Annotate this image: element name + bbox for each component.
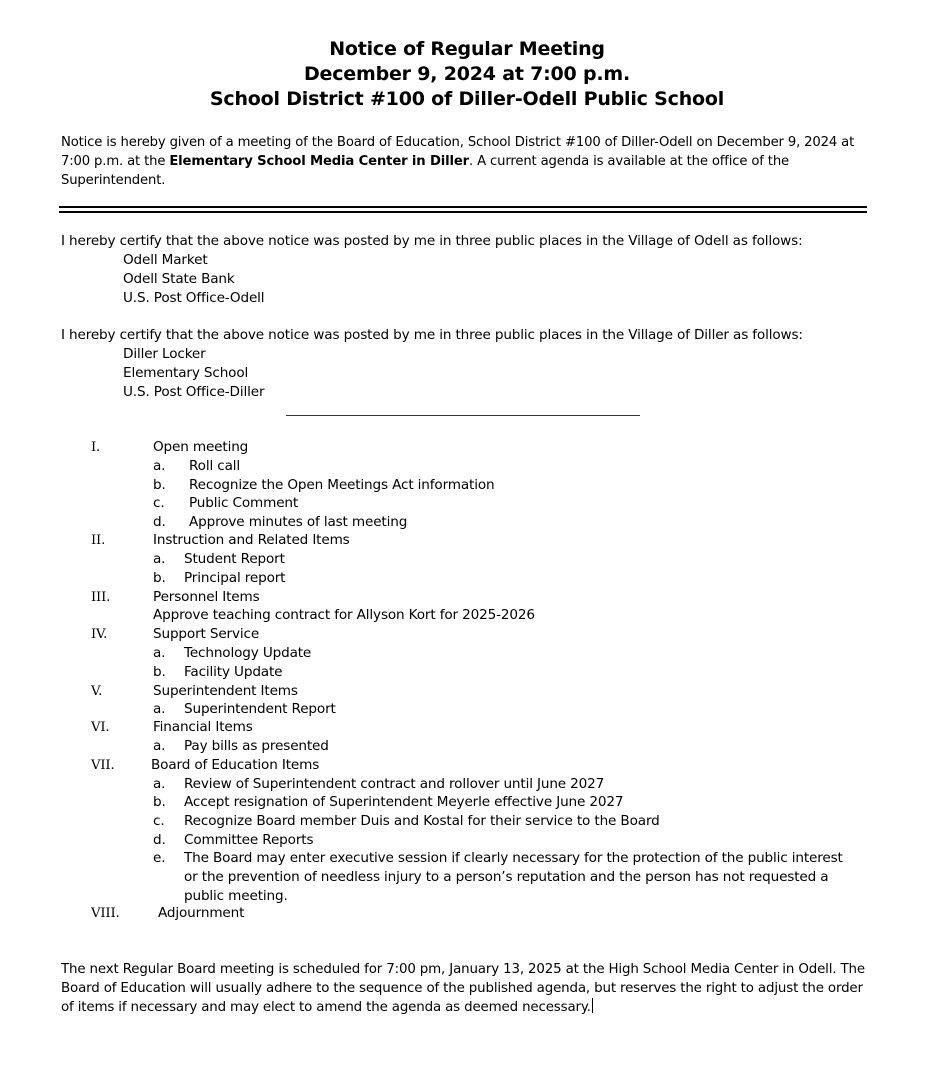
district-title: School District #100 of Diller-Odell Public School — [209, 88, 725, 110]
item-text: Public Comment — [189, 495, 299, 511]
meeting-date-title: December 9, 2024 at 7:00 p.m. — [303, 63, 631, 85]
section-numeral: IV. — [91, 627, 108, 642]
item-letter: b. — [153, 477, 166, 493]
item-letter: a. — [153, 776, 166, 792]
section-numeral: III. — [91, 590, 111, 605]
posting-place: Odell Market — [123, 252, 208, 268]
signature-line — [286, 415, 640, 416]
item-letter: d. — [153, 832, 166, 848]
notice-location: Elementary School Media Center in Diller — [169, 154, 470, 169]
section-title: Open meeting — [153, 439, 249, 455]
item-letter: b. — [153, 794, 166, 810]
section-title: Superintendent Items — [153, 683, 298, 699]
notice-text-before: Notice is hereby given of a meeting of the Board of Education, School District #100 of Diller-Odell on December 9, 2024 at 7:00 p.m. at the — [61, 135, 855, 169]
item-letter: d. — [153, 514, 166, 530]
item-letter: b. — [153, 664, 166, 680]
section-numeral: I. — [91, 440, 101, 455]
section-title: Adjournment — [158, 905, 245, 921]
item-text: Recognize the Open Meetings Act information — [189, 477, 495, 493]
notice-title: Notice of Regular Meeting — [329, 38, 605, 60]
section-note: Approve teaching contract for Allyson Kort for 2025-2026 — [153, 607, 535, 623]
item-text: Technology Update — [184, 645, 312, 661]
section-numeral: V. — [91, 684, 103, 699]
posting-place: Elementary School — [123, 365, 249, 381]
double-rule-top — [59, 206, 867, 208]
item-text: Superintendent Report — [184, 701, 336, 717]
posting-place: Diller Locker — [123, 346, 206, 362]
item-text: Committee Reports — [184, 832, 314, 848]
item-letter: a. — [153, 701, 166, 717]
text-cursor — [592, 998, 593, 1013]
notice-paragraph — [61, 133, 873, 190]
section-title: Support Service — [153, 626, 260, 642]
item-text: Roll call — [189, 458, 241, 474]
section-numeral: VI. — [91, 720, 110, 735]
item-text: Principal report — [184, 570, 286, 586]
next-meeting-text: The next Regular Board meeting is scheduled for 7:00 pm, January 13, 2025 at the High School Media Center in Odell. The Board of Education will usually adhere to the sequence of the published agenda, but reserves the right to adjust the order of items if necessary and may elect to amend the agenda as deemed necessary. — [61, 962, 865, 1015]
notice-text-after: . A current agenda is available at the office of the Superintendent. — [61, 154, 789, 188]
posting-place: U.S. Post Office-Odell — [123, 290, 265, 306]
item-letter: b. — [153, 570, 166, 586]
section-title: Instruction and Related Items — [153, 532, 350, 548]
item-letter: a. — [153, 551, 166, 567]
posting-place: U.S. Post Office-Diller — [123, 384, 265, 400]
item-text: Recognize Board member Duis and Kostal for their service to the Board — [184, 813, 660, 829]
item-letter: c. — [153, 495, 165, 511]
item-text: Pay bills as presented — [184, 738, 329, 754]
certification-statement: I hereby certify that the above notice was posted by me in three public places in the Village of Odell as follows: — [61, 233, 803, 249]
posting-place: Odell State Bank — [123, 271, 235, 287]
item-letter: c. — [153, 813, 165, 829]
item-text: The Board may enter executive session if clearly necessary for the protection of the public interest or the prevention of needless injury to a person’s reputation and the person has not requested a public meeting. — [184, 850, 843, 904]
section-title: Financial Items — [153, 719, 253, 735]
item-letter: a. — [153, 458, 166, 474]
section-title: Board of Education Items — [151, 757, 320, 773]
item-text: Student Report — [184, 551, 285, 567]
item-text: Approve minutes of last meeting — [189, 514, 408, 530]
section-title: Personnel Items — [153, 589, 260, 605]
certification-diller — [61, 326, 881, 402]
certification-statement: I hereby certify that the above notice was posted by me in three public places in the Village of Diller as follows: — [61, 327, 803, 343]
section-numeral: II. — [91, 533, 106, 548]
next-meeting-paragraph — [61, 960, 873, 1017]
item-text: Facility Update — [184, 664, 283, 680]
certification-odell — [61, 232, 881, 308]
item-letter: a. — [153, 738, 166, 754]
item-text: Accept resignation of Superintendent Meyerle effective June 2027 — [184, 794, 624, 810]
item-letter: e. — [153, 850, 166, 866]
item-letter: a. — [153, 645, 166, 661]
section-numeral: VIII. — [91, 906, 120, 921]
item-text: Review of Superintendent contract and rollover until June 2027 — [184, 776, 605, 792]
double-rule-bottom — [59, 211, 867, 213]
section-numeral: VII. — [91, 758, 115, 773]
